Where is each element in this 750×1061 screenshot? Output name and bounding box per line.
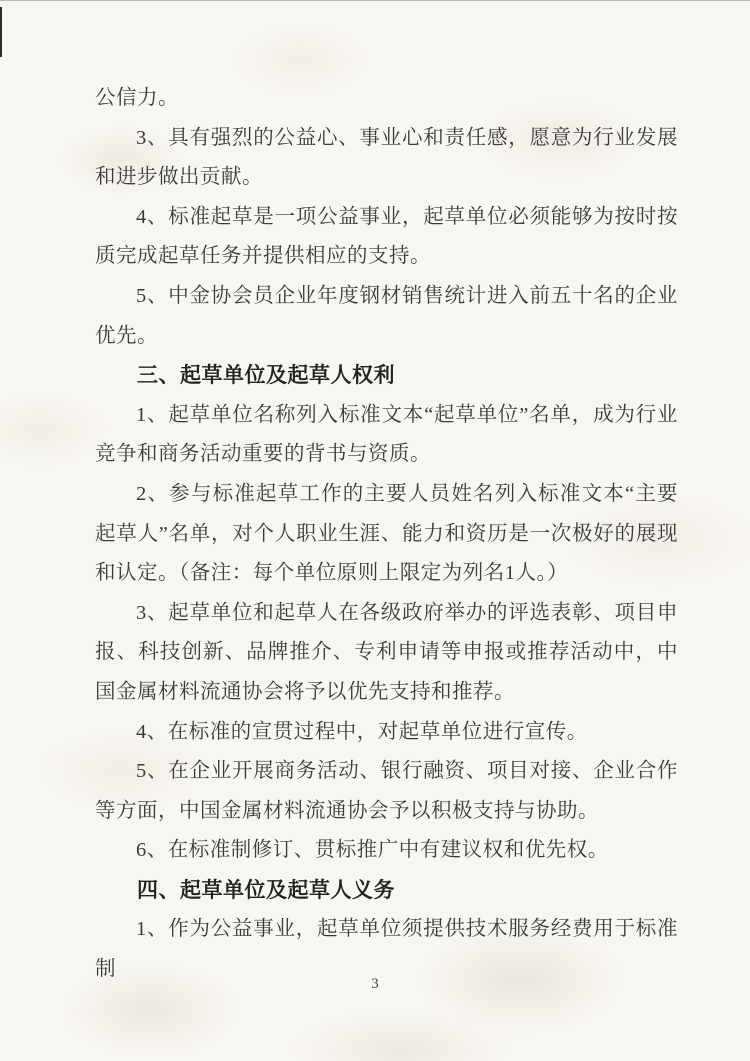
page-number: 3	[371, 976, 379, 992]
paragraph: 4、在标准的宣贯过程中，对起草单位进行宣传。	[136, 720, 588, 743]
paragraph: 6、在标准制修订、贯标推广中有建议权和优先权。	[136, 839, 609, 862]
paragraph: 1、起草单位名称列入标准文本“起草单位”名单，成为行业竞争和商务活动重要的背书与资质。	[95, 403, 678, 466]
section-heading: 四、起草单位及起草人义务	[137, 878, 395, 902]
section-heading: 三、起草单位及起草人权利	[137, 364, 395, 388]
scan-top-edge-line	[0, 0, 750, 1]
scan-left-edge-mark	[0, 7, 2, 57]
paragraph: 5、中金协会员企业年度钢材销售统计进入前五十名的企业优先。	[95, 284, 678, 347]
paragraph: 4、标准起草是一项公益事业，起草单位必须能够为按时按质完成起草任务并提供相应的支持。	[95, 205, 678, 268]
paragraph: 2、参与标准起草工作的主要人员姓名列入标准文本“主要起草人”名单，对个人职业生涯、能力和资历是一次极好的展现和认定。（备注：每个单位原则上限定为列名1人。）	[95, 482, 678, 585]
paragraph: 5、在企业开展商务活动、银行融资、项目对接、企业合作等方面，中国金属材料流通协会予以积极支持与协助。	[95, 760, 678, 822]
document-body	[95, 79, 678, 990]
paragraph: 1、作为公益事业，起草单位须提供技术服务经费用于标准制	[95, 918, 678, 981]
paragraph: 3、具有强烈的公益心、事业心和责任感，愿意为行业发展和进步做出贡献。	[95, 126, 678, 189]
paragraph: 公信力。	[95, 87, 179, 109]
paragraph: 3、起草单位和起草人在各级政府举办的评选表彰、项目申报、科技创新、品牌推介、专利申请等申报或推荐活动中，中国金属材料流通协会将予以优先支持和推荐。	[95, 601, 678, 703]
